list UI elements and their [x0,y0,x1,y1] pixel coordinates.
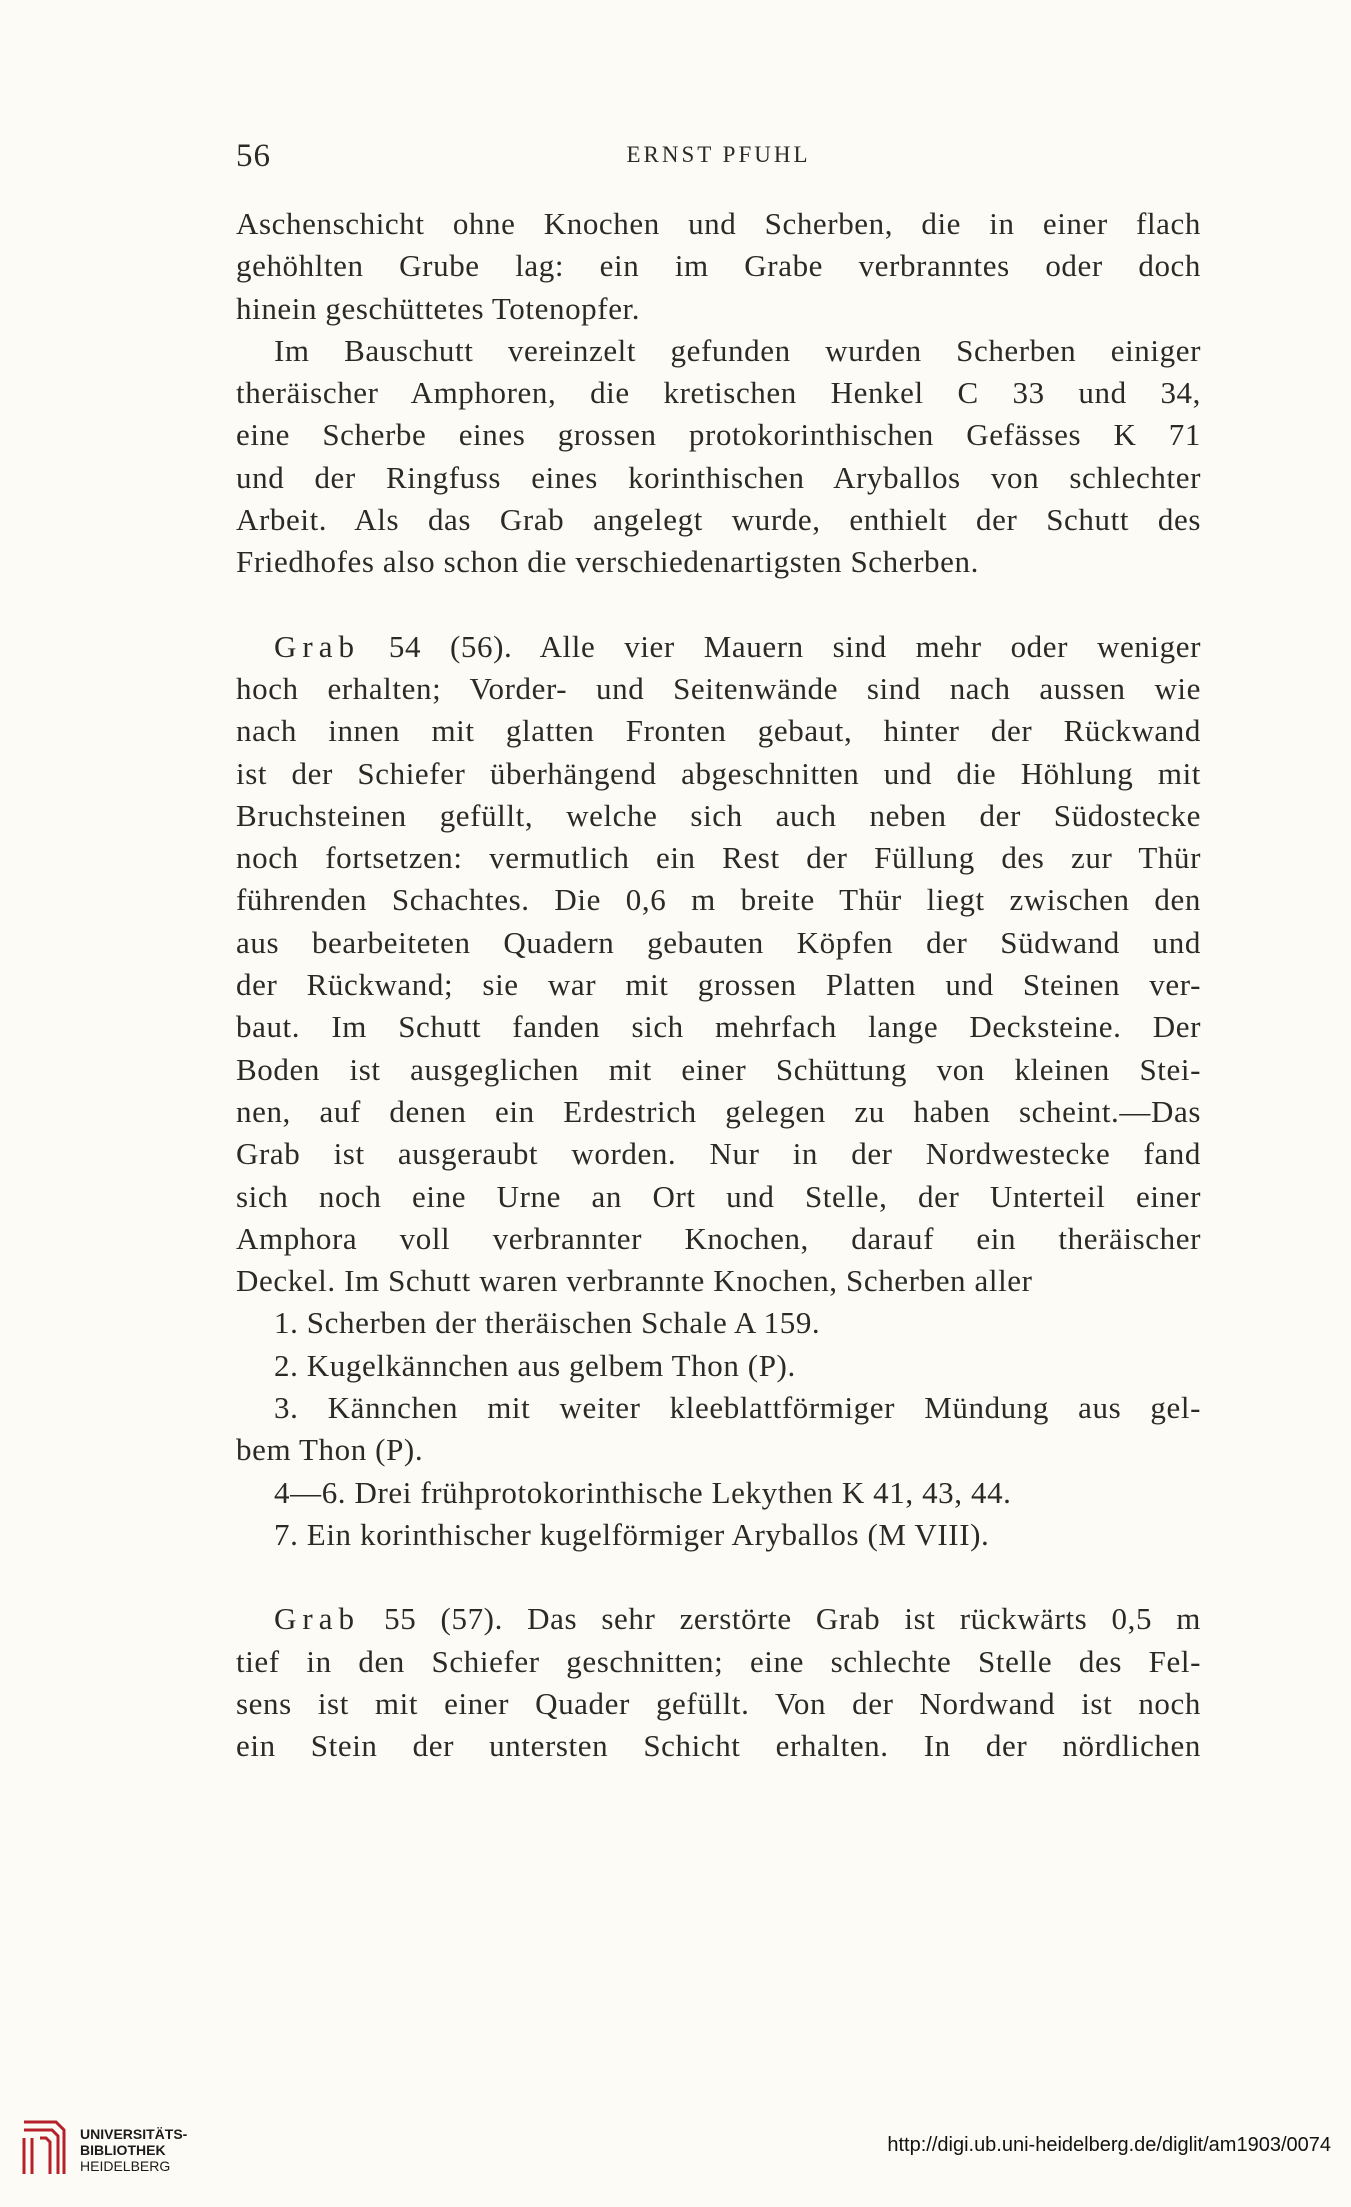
library-name-line: UNIVERSITÄTS- [80,2126,188,2142]
section-grab-55-first-line [236,1598,1201,1640]
text-line: der Rückwand; sie war mit grossen Platten und Steinen ver- [236,967,1201,1003]
text-span: 55 (57). Das sehr zerstörte Grab ist rückwärts 0,5 m [384,1601,1201,1637]
section-label: Grab [274,628,360,664]
text-body [236,203,1201,1767]
text-line: tief in den Schiefer geschnitten; eine schlechte Stelle des Fel- [236,1643,1201,1679]
library-city-line: HEIDELBERG [80,2158,171,2174]
text-line: aus bearbeiteten Quadern gebauten Köpfen der Südwand und [236,924,1201,960]
text-line: Deckel. Im Schutt waren verbrannte Knochen, Scherben aller [236,1263,1033,1299]
running-head: ERNST PFUHL [626,142,811,167]
text-line: baut. Im Schutt fanden sich mehrfach lange Decksteine. Der [236,1009,1201,1045]
library-logo-icon [18,2116,68,2180]
text-line: gehöhlten Grube lag: ein im Grabe verbranntes oder doch [236,248,1201,284]
list-item: 7. Ein korinthischer kugelförmiger Aryballos (M VIII). [274,1516,990,1552]
text-line: Aschenschicht ohne Knochen und Scherben, die in einer flach [236,206,1201,241]
text-line: sich noch eine Urne an Ort und Stelle, der Unterteil einer [236,1178,1201,1214]
text-line: Grab ist ausgeraubt worden. Nur in der Nordwestecke fand [236,1136,1201,1172]
text-line: nen, auf denen ein Erdestrich gelegen zu haben scheint.—Das [236,1093,1201,1129]
text-line: theräischer Amphoren, die kretischen Henkel C 33 und 34, [236,375,1201,411]
text-line: und der Ringfuss eines korinthischen Aryballos von schlechter [236,459,1201,495]
text-line: hoch erhalten; Vorder- und Seitenwände sind nach aussen wie [236,670,1201,706]
section-gap [236,1556,1201,1598]
section-gap [236,584,1201,626]
list-item: 2. Kugelkännchen aus gelbem Thon (P). [274,1347,796,1383]
text-line: führenden Schachtes. Die 0,6 m breite Thür liegt zwischen den [236,882,1201,918]
text-line: Arbeit. Als das Grab angelegt wurde, enthielt der Schutt des [236,502,1201,538]
list-item-continuation: bem Thon (P). [236,1432,424,1468]
section-label: Grab [274,1601,360,1637]
list-item: 1. Scherben der theräischen Schale A 159. [274,1305,821,1341]
text-line: Im Bauschutt vereinzelt gefunden wurden Scherben einiger [274,332,1201,368]
section-grab-54-first-line [236,626,1201,668]
text-line: Bruchsteinen gefüllt, welche sich auch neben der Südostecke [236,797,1201,833]
library-name-line: BIBLIOTHEK [80,2142,166,2158]
page-header [236,138,1201,178]
page-number: 56 [236,138,271,174]
page-footer [0,2106,1351,2207]
text-line: eine Scherbe eines grossen protokorinthischen Gefässes K 71 [236,417,1201,453]
list-item: 3. Kännchen mit weiter kleeblattförmiger Mündung aus gel- [274,1390,1201,1426]
permalink-url[interactable]: http://digi.ub.uni-heidelberg.de/diglit/am1903/0074 [887,2134,1331,2156]
text-span: 54 (56). Alle vier Mauern sind mehr oder weniger [388,628,1201,664]
list-item: 4—6. Drei frühprotokorinthische Lekythen K 41, 43, 44. [274,1474,1012,1510]
text-line: nach innen mit glatten Fronten gebaut, hinter der Rückwand [236,713,1201,749]
text-line: ein Stein der untersten Schicht erhalten. In der nördlichen [236,1728,1201,1764]
text-line: Friedhofes also schon die verschiedenartigsten Scherben. [236,544,979,580]
text-line: noch fortsetzen: vermutlich ein Rest der Füllung des zur Thür [236,840,1201,876]
library-logo-text [80,2126,187,2174]
text-line: Boden ist ausgeglichen mit einer Schüttung von kleinen Stei- [236,1051,1201,1087]
text-line: hinein geschüttetes Totenopfer. [236,290,641,326]
text-line: Amphora voll verbrannter Knochen, darauf ein theräischer [236,1220,1201,1256]
text-line: sens ist mit einer Quader gefüllt. Von der Nordwand ist noch [236,1685,1201,1721]
text-line: ist der Schiefer überhängend abgeschnitten und die Höhlung mit [236,755,1201,791]
